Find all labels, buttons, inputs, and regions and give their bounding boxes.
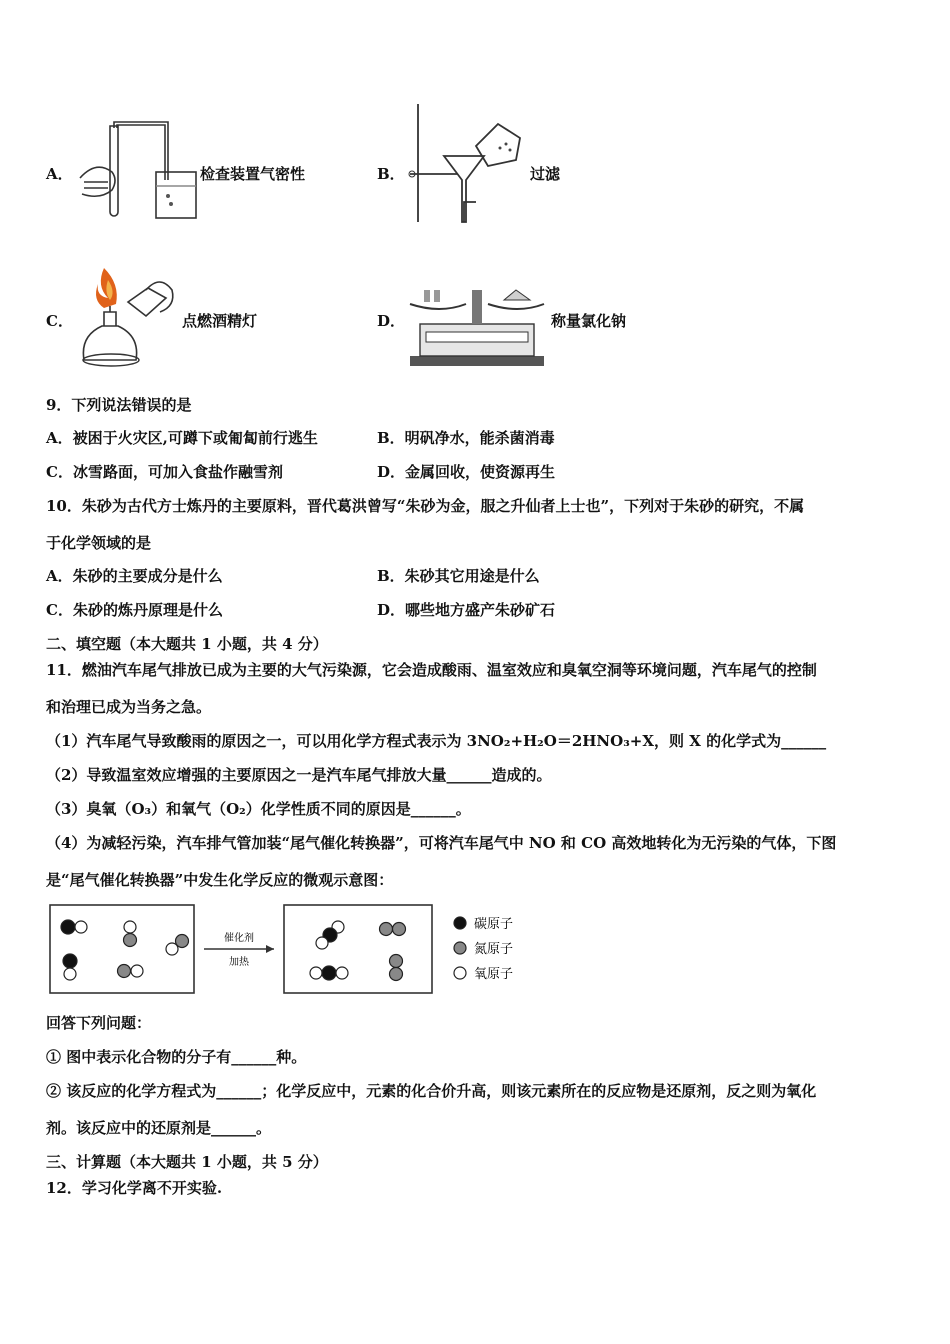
option-c-label: C． (46, 312, 73, 330)
section-3-heading: 三、计算题（本大题共 1 小题，共 5 分） (46, 1153, 328, 1171)
q11-part3: （3）臭氧（O₃）和氧气（O₂）化学性质不同的原因是______。 (46, 800, 471, 818)
option-b-text: 过滤 (530, 165, 561, 183)
q11-part1: （1）汽车尾气导致酸雨的原因之一，可以用化学方程式表示为 3NO₂+H₂O＝2HNO₃+X，则 X 的化学式为______ (46, 732, 827, 750)
q11-part2: （2）导致温室效应增强的主要原因之一是汽车尾气排放大量______造成的。 (46, 766, 552, 784)
q11-answer-prompt: 回答下列问题： (46, 1014, 152, 1032)
lighting-alcohol-lamp-figure (74, 264, 178, 370)
q11-part4-line1: （4）为减轻污染，汽车排气管加装“尾气催化转换器”，可将汽车尾气中 NO 和 CO 高效地转化为无污染的气体，下图 (46, 834, 837, 852)
option-a-text: 检查装置气密性 (200, 165, 306, 183)
q11-sub2-line1: ② 该反应的化学方程式为______；化学反应中，元素的化合价升高，则该元素所在的反应物是还原剂，反之则为氧化 (46, 1082, 817, 1100)
q9-option-c: C．冰雪路面，可加入食盐作融雪剂 (46, 463, 283, 481)
q10-option-c: C．朱砂的炼丹原理是什么 (46, 601, 223, 619)
balance-weighing-figure (406, 282, 548, 368)
q10-stem-line2: 于化学领域的是 (46, 534, 152, 552)
q10-option-b: B．朱砂其它用途是什么 (377, 567, 540, 585)
filtration-figure (404, 100, 530, 226)
option-c-text: 点燃酒精灯 (182, 312, 258, 330)
airtightness-check-figure (76, 116, 200, 224)
legend-carbon: 碳原子 (474, 917, 514, 932)
reaction-micro-diagram (48, 903, 522, 995)
option-a-label: A． (46, 165, 73, 183)
q10-option-a: A．朱砂的主要成分是什么 (46, 567, 223, 585)
products-box (284, 905, 432, 993)
option-b-label: B． (377, 165, 405, 183)
option-d-label: D． (377, 312, 406, 330)
q10-stem-line1: 10．朱砂为古代方士炼丹的主要原料，晋代葛洪曾写“朱砂为金，服之升仙者上士也”，下列对于朱砂的研究，不属 (46, 497, 805, 515)
option-d-text: 称量氯化钠 (551, 312, 627, 330)
section-2-heading: 二、填空题（本大题共 1 小题，共 4 分） (46, 635, 328, 653)
q9-option-d: D．金属回收，使资源再生 (377, 463, 556, 481)
q11-part4-line2: 是“尾气催化转换器”中发生化学反应的微观示意图： (46, 871, 394, 889)
q11-sub2-line2: 剂。该反应中的还原剂是______。 (46, 1119, 272, 1137)
q9-option-a: A．被困于火灾区,可蹲下或匍匐前行逃生 (46, 429, 318, 447)
arrow-top-label: 催化剂 (224, 933, 254, 944)
q10-option-d: D．哪些地方盛产朱砂矿石 (377, 601, 556, 619)
q11-stem-line1: 11．燃油汽车尾气排放已成为主要的大气污染源，它会造成酸雨、温室效应和臭氧空洞等环境问题，汽车尾气的控制 (46, 661, 817, 679)
q9-option-b: B．明矾净水，能杀菌消毒 (377, 429, 555, 447)
legend-nitrogen: 氮原子 (474, 942, 514, 957)
q11-stem-line2: 和治理已成为当务之急。 (46, 698, 212, 716)
q12-stem: 12．学习化学离不开实验. (46, 1179, 223, 1197)
q11-sub1: ① 图中表示化合物的分子有______种。 (46, 1048, 307, 1066)
legend-oxygen: 氧原子 (474, 967, 514, 982)
arrow-bottom-label: 加热 (229, 957, 249, 968)
q9-stem: 9．下列说法错误的是 (46, 396, 192, 414)
